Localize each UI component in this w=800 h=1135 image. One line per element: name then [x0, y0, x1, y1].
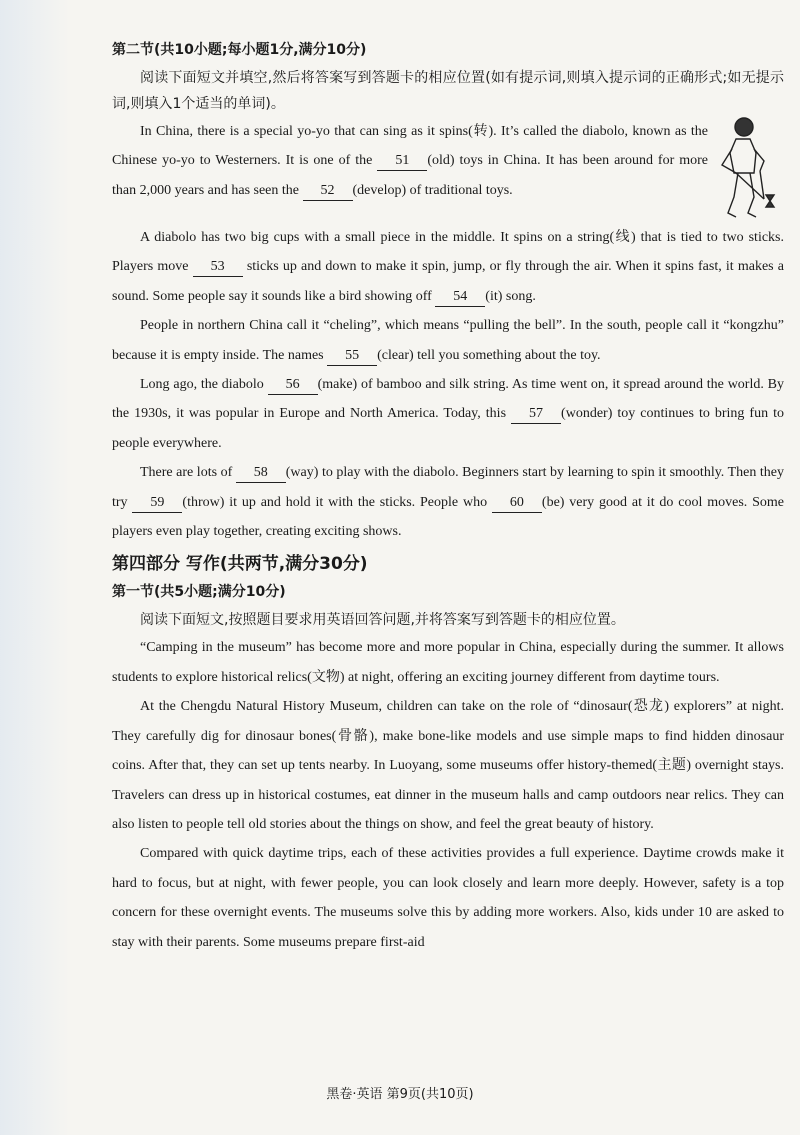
blank-56[interactable]: 56 [268, 376, 318, 395]
reading-paragraph-3: Compared with quick daytime trips, each of these activities provides a full experience. Daytime crowds make it hard to focus, but at night, with fewer people, you can look closely and learn more deeply. However, safety is a top concern for these overnight events. The museums solve this by adding more workers. Also, kids under 10 are asked to stay with their parents. Some museums prepare first-aid [112, 846, 784, 950]
blank-57[interactable]: 57 [511, 405, 561, 424]
passage-paragraph-5: There are lots of 58 (way) to play with the diabolo. Beginners start by learning to spin it smoothly. Then they try 59 (throw) it up and hold it with the sticks. People who 60 (be) very good at it do cool moves. Some players even play together, creating exciting shows. [112, 465, 785, 540]
passage-paragraph-1: In China, there is a special yo-yo that can sing as it spins(转). It’s called the diabolo, known as the Chinese yo-yo to Westerners. It is one of the 51 (old) toys in China. It has been around for more than 2,000 years and has seen the 52 (develop) of traditional toys. [112, 117, 784, 223]
part4-heading: 第四部分 写作(共两节,满分30分) [112, 554, 368, 575]
part4-section1-heading: 第一节(共5小题;满分10分) [112, 584, 286, 601]
blank-58[interactable]: 58 [236, 464, 286, 483]
page-edge-shade [0, 0, 70, 1135]
page-footer: 黑卷·英语 第9页(共10页) [326, 1087, 474, 1102]
section2-instruction: 阅读下面短文并填空,然后将答案写到答题卡的相应位置(如有提示词,则填入提示词的正确形式;如无提示词,则填入1个适当的单词)。 [112, 70, 784, 112]
blank-60[interactable]: 60 [492, 494, 542, 513]
blank-54[interactable]: 54 [435, 288, 485, 307]
passage-paragraph-3: People in northern China call it “cheling”, which means “pulling the bell”. In the south, people call it “kongzhu” because it is empty inside. The names 55 (clear) tell you something about the toy. [112, 311, 784, 370]
blank-59[interactable]: 59 [132, 494, 182, 513]
blank-55[interactable]: 55 [327, 347, 377, 366]
diabolo-player-illustration [714, 113, 784, 223]
passage-paragraph-4: Long ago, the diabolo 56 (make) of bamboo and silk string. As time went on, it spread around the world. By the 1930s, it was popular in Europe and North America. Today, this 57 (wonder) toy continues to bring fun to people everywhere. [112, 377, 784, 451]
part4-instruction: 阅读下面短文,按照题目要求用英语回答问题,并将答案写到答题卡的相应位置。 [140, 612, 625, 629]
blank-53[interactable]: 53 [193, 258, 243, 277]
section2-heading: 第二节(共10小题;每小题1分,满分10分) [112, 42, 367, 58]
page-content [112, 40, 784, 957]
reading-paragraph-1: “Camping in the museum” has become more and more popular in China, especially during the summer. It allows students to explore historical relics(文物) at night, offering an exciting journey different from daytime tours. [112, 640, 784, 685]
passage-paragraph-2: A diabolo has two big cups with a small piece in the middle. It spins on a string(线) that is tied to two sticks. Players move 53 sticks up and down to make it spin, jump, or fly through the air. When it spins fast, it makes a sound. Some people say it sounds like a bird showing off 54 (it) song. [112, 223, 784, 311]
reading-paragraph-2: At the Chengdu Natural History Museum, children can take on the role of “dinosaur(恐龙) explorers” at night. They carefully dig for dinosaur bones(骨骼), make bone-like models and use simple maps to find hidden dinosaur coins. After that, they can set up tents nearby. In Luoyang, some museums offer history-themed(主题) overnight stays. Travelers can dress up in historical costumes, eat dinner in the museum halls and camp outdoors near relics. They can also listen to people tell old stories about the things on show, and feel the great beauty of history. [112, 699, 784, 832]
blank-51[interactable]: 51 [377, 152, 427, 171]
blank-52[interactable]: 52 [303, 182, 353, 201]
